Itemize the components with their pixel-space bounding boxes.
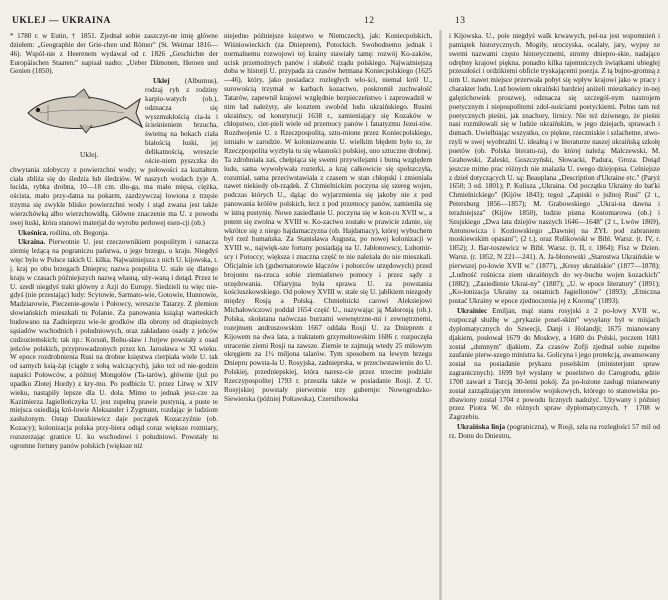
paragraph-ukraina-continued: niejedno późniejsze księstwo w Niemczech), jak: Koniecpolskich, Wiśniowieckich (za Dnieprem), Potockich. Swobodnemu jednak i normalnemu rozwojowi tej krainy stawiały tamę: rozwój Ko-zaków, ucisk przemożnych panów i słabość rządu polskiego. Najważniejszą doba w historji U. przypada za czasów hetmana Koniecpolskiego (1625—46), który, jako posiadacz rozległych wło-ści, niemal król U., surowością trzymał w karbach kozactwo, poskromił zuchwałość Tatarów, zapewnił krajowi względnie bezpieczeństwo i zaprowadził w nim ład należyty, ale kosztem swobód ludu ukraińskiego. Rusini ukraińscy, od konstytucji 1638 r., zamieniający się Kozaków w chłopstwo, cier-pieli wiele od przemocy panów i fanatyzmu Jezui-tów. Rozdwojenie U. z Rzeczpospolitą, sztu-mione przez Koniecpolskiego, istniało w zarodzie. W kolonizowaniu U. wielkim błędem było to, że Rzeczpospolita wyzbyła tu się własności polskiej, uno sztuczne drobnej. Ta zdrobniała zaś, chełpiąca się swemi przywilejami i butną względem ludu, sama wywoływała rozterki, a kraj całkowicie się spolszczyła, rozumiał, sama przeciwstawiała z czasem w stan chłopski i zmieniała nawet niekiedy ob-rządek. Z Chmielnickim poczyna się szereg wojen, podczas których U., dążąc do wyjarzmienia się jakoby nie z pod panowania królów polskich, lecz z pod przemocy panów, zamieniła się w istną pustynię. Nowe zasiedlanie U. poczyna się w kon-cu XVII w., a potem się zwolna w XVIII w. Ko-zactwo zostało w prawicie zdanie, się wkrótce się z niego hajdamaczyzna (ob. Hajdamacy), której wybuchem był rzeź humańska. Za Stanisława Augusta, po nowej kolonizacji w XVIII w., najwięk-sze fortuny posiadają na U. Jabłonowscy, Lubomir-scy i Potoccy; większa i znaczna część te nie należała do nie mieszkali. Oficjalnie ich (gubernatorowie kłączów i poborców urzędowych) przed brojonto na-rzuca sobie ziemiaństwo pomocy i przez sądy z urzędowania. Ofiaryjna była sprawa U. za powstania kościuszkowskiego. Od połowy XVIII w. stale się U. jablkiem niezgody między Rosją a Polską. Chmielnicki carowi Aleksiejowi Michałowiczowi poddał 1654 część U., nazywając ją Małorosją (ob.). Polska, skołatana naówczas burzami wewnętrzne-mi i zewnętrznemi, rozejmem andruszowskim 1667 oddała Rosji U. za Dnieprem z Kijowem na dwa lata, a traktatem grzymułtowskim 1686 r. rozpoczęła utracenie ziemi Rosji na zawsze. Ziemie te zajmują wtedy 25 milowym okręgiem za 1½ miljona talarów. Tym sposobem na lewym brzegu Dniepru powsta-ła U. Rosyjska, zadnieprska, w przeciwstawieniu do U. Polskiej, przedniepskiej, która naresz-cie przez trzecim podziale Rzeczypospolitej 1793 r. przeszła także w posiadanie Rosji. Z U. Rosyjskiej powstały pierwotnie trzy gubernje: Nowogrodzko-Siewierska (później Połtawska), Czernihowska xyxy=(224,32,432,403)
entry-text: (pograniczna), w Rosji, szła na rozległości 57 mil od rz. Donu do Dniestru, xyxy=(449,423,660,440)
entry-term: Ukrainiec xyxy=(457,307,488,316)
fish-icon xyxy=(18,79,148,149)
page-number-right: 13 xyxy=(455,16,466,26)
book-gutter xyxy=(439,30,442,600)
entry-text: Emiljan, mąż stanu rosyjski z 2 po-łowy XVII w., rozpoczął służbę w „prykazie posel-skim" wysyłany był w misjach dyplomatycznych do Szwecji, Danji i Holandji; 1675 mianowany djakiem, posłował 1679 do Moskwy, a 1680 do Polski, poczem 1681 został „dumnym" djakiem. Za czasów Zofji zjednał sobie zupełne zaufanie pierw-szego ministra ks. Golicyna i jego protekcją, awansowany został na posiadanie prykazu poselskim (ministerjum spraw zagranicznych). 1699 był wysłany w poselstwo do Carogrodu, gdzie 1700 zawarł z Turcją 30-letni pokój. Za po-łożone zasługi mianowany został zarządzającym interesów wojskowych, którego to stanowiska po-zbawiony został 1704 z powodu licznych nadużyć. Używany i później przez Piotra W. do różnych spraw dyplomatycznych, † 1708 w Zagrzebiu. xyxy=(449,307,660,422)
entry-term: Ukraińska linja xyxy=(457,423,506,432)
entry-term: Ukraina. xyxy=(18,238,46,247)
column-3 xyxy=(449,32,660,592)
entry-ukrainska-linja xyxy=(449,423,660,441)
entry-text: , roślina, ob. Begonja. xyxy=(46,228,110,237)
entry-term: Uklej xyxy=(153,77,170,86)
column-2 xyxy=(224,32,432,592)
column-1 xyxy=(10,32,218,592)
entry-text: (Alburnus), rodzaj ryb z rodziny karpio-watych (ob.), odznacza się wyszmukłością cia-ła i ścieśnieniem brzucha, świetną na bokach ciała białością łuski, jej delikatnością, wreszcie oście-niem pyszczka do chwytania zdobyczy z powierzchni wody; w połowości za kształtem ciała zbliża się do śledzia lub śledziów. W naszych wodach żyje A. lucida, rybka drobna, 10—18 cm. dłu-ga, ma mało mięsa, ciężka, oścista, mało przy-datna na pokarm, zazdzywczaj łowiona z trzęsie trzyma się zwykle blisko powierzchni wody i stąd zwana jest także wierzchówką albo wierzchowidłą. Główne znaczenie ma U. z powodu swej łuski, która stanowi materjał do wyrobu perłowej esen-cji (ob.) xyxy=(10,77,218,227)
entry-ukraina xyxy=(10,238,218,450)
entry-uklej xyxy=(10,77,218,227)
page-number-left: 12 xyxy=(364,16,375,26)
entry-text: Pierwotnie U. jest rzeczownikiem pospolitym i oznacza ziemię leżącą na pograniczu państwa, u jego brzegu, u kraju. Niegdyś więc było w Polsce takich U. kilka. Najważniejsza z nich U. kijowska, t. j. kraj po obu brzegach Dniepru; nazwa pospolita U. stale się dlatego kraju w czasach późniejszych nazwą własną, uży-waną i dotąd. Przez te U. szedł niegdyś trakt główny z Azji do Europy. Siedzieli tu więc nie-gdyś (nie przestając) ludy: Scytowie, Sarmato-wie, Gotowie, Hunnowie, Madziarowie, Pieczenie-gowie i Połowcy, wreszcie Tatarzy. Z plemion słowiańskich mieszkali tu Polanie. Za panowania książąt warteskich budowano na Zadnieprzu wie-le grodków dla obrony od drapieżnych sąsiadów wschodnich i południowych, oraz zakładano osady z jeńców cudzoziemskich; tak np.: Korsuń, Bohu-sław i Jurjew powstały z osad jeńców polskich, przyprowadzonych przez kn. Jarosława w XI wieku. W epoce rozdrobnienia Rusi na drobne księstwa cierpiała wiele U. tak od samych ksią-żąt (ciągle z sobą walczących), jako też od nie-godzin napaści Połowców, a później Mongołów (Ta-tarów), głównie (już po upadku Złotej Hordy) z kry-mu. Po podbiciu U. przez Litwę w XIV wieku, nastąpiły lepsze dla U. dola. Mimo to jednak jesz-cze za Kazimierza Jagiellończyka U. jest zupełną prawie pustynią, a puste te miejsca osiedlają kró-lowie Aleksander i Zygmunt, rozdając je ludziom zasłużonym. Ostap Daszkiewicz daje początek Kozaczyźnie (ob. Kozacy); kolonizacja polska przy-biera odtąd coraz większe rozmiary, rozszerzając granice U. ku wschodowi i południowi. Powstały tu ogromne fortuny panów polskich (większe niż xyxy=(10,238,218,450)
paragraph-ukert: * 1780 r. w Eutin, † 1851. Zjednał sobie zaszczyt-ne imię główne dziełem: „Geographie der Grie-chen und Römer" (St. Weimar 1816—46). Wspól-nie z Heerenem wydawał od r. 1826 „Geschichte der Europäischen Staaten:" napisał nadto: „Ueber Dämonen, Heroen und Genien (1850). xyxy=(10,32,218,76)
entry-ukosnica xyxy=(10,229,218,238)
paragraph-ukraina-continued: i Kijowska. U., pole niegdyś walk krwawych, peł-na jest wspomnień i pamiątek historycznych. Mogiły, uroczyska, ocalały, jary, wypsy ze swemi nazwami często historycznemi, stromy dniepro-skie, nadające odrębny krajowi piękna, ponadto kilka tajemniczych świątkami ubiegłej przeszłości i ordzikiemi obficie tryskającemi poezja. Z tą bujno-gromną z nim U. nawet miejsce przerwała pobyt się wpływ krajowi jako w pracy i charakter ludu. Lud bowiem ukraiński bardziej aniżeli mieszkańcy in-nej galęzichowiek proszwe), odznacza się szczegól-nym nastrojem poetycznym i niepospolitemi zdol-nościami poetyckiemi. Pełno tam też poetycznych pieśni, jak znachory, lirnicy. Nie też dziwnego, że pieśni nasi rozmiłowali się w ludzie ukraińskim, w jego dziejach, sprawach i dumach. Uwielbiając wszystko, co piękne, rzeczniskie i szlachetne, stwo-rzyli w swej wyobraźni U. ideałną i w literaturze naszej ukraińską szkołę poetów (ob. Polska literatu-ra), do której należą: Malczewski, M. Grabowski, Zaleski, Goszczyński, Słowacki, Padura, Groza. Dotąd jeszcze mimo prac różnych nie znalazła U. swego dziejopisa. Celniejsze z dzieł dotyczących U. są: Beauplana „Description d'Ukraine etc." (Paryż 1650; 3 ed. 1801); P. Kulisza „Ukraina. Od początku Ukrainy do bat'ki Chmielnickiego" (Kijów 1843); tegoż „Zapiski o južnoj Rusi" (2 t., Petersburg 1856—1857); M. Grabowskiego „Ukrai-na dawna i teraźniejsza" (Kijów 1850), ludzie pisma Kostomarowa (ob.) i Szujskiego „Dwa lata dziejów naszych 1646—1648" (2 t., Lwów 1869), Antonowicza i Kozłowskiego „Dawniej na ŻYŁ pod zabraniem moskiewskim opasani"; (2 t.), oraz Rulikowski w Bibl. Warsz. (t. IV, r. 1852); J. Bar-toszewicz w Bibl. Warsz. (t. II, r. 1864); Fisz w Dzien. Warsz. (r. 1852, N 221—241). A. Ja-błonowski „Starostwa Ukraińskie w pierwszej po-łowie XVII w." (1877), „Kresy ukraińskie" (1877—1878); „Ludność ruśnicza ziem ukraińnych do wy-buchu wojen kozackich" (1882); „Zasiedlenie Ukrai-ny" (1887); „U. w epoce literatury" (1891); „Ko-lonizacja Ukrainy za ostatnich Jagiellonów" (1893); „Etniczna postać Ukrainy w epoce zjednoczenia jej z Koroną" (1893). xyxy=(449,32,660,306)
entry-term: Ukośnica xyxy=(18,228,47,237)
running-header-title: UKLEJ — UKRAINA xyxy=(12,16,111,26)
entry-ukrainiec xyxy=(449,307,660,422)
fish-illustration xyxy=(10,79,140,163)
figure-caption: Uklej. xyxy=(80,150,99,160)
